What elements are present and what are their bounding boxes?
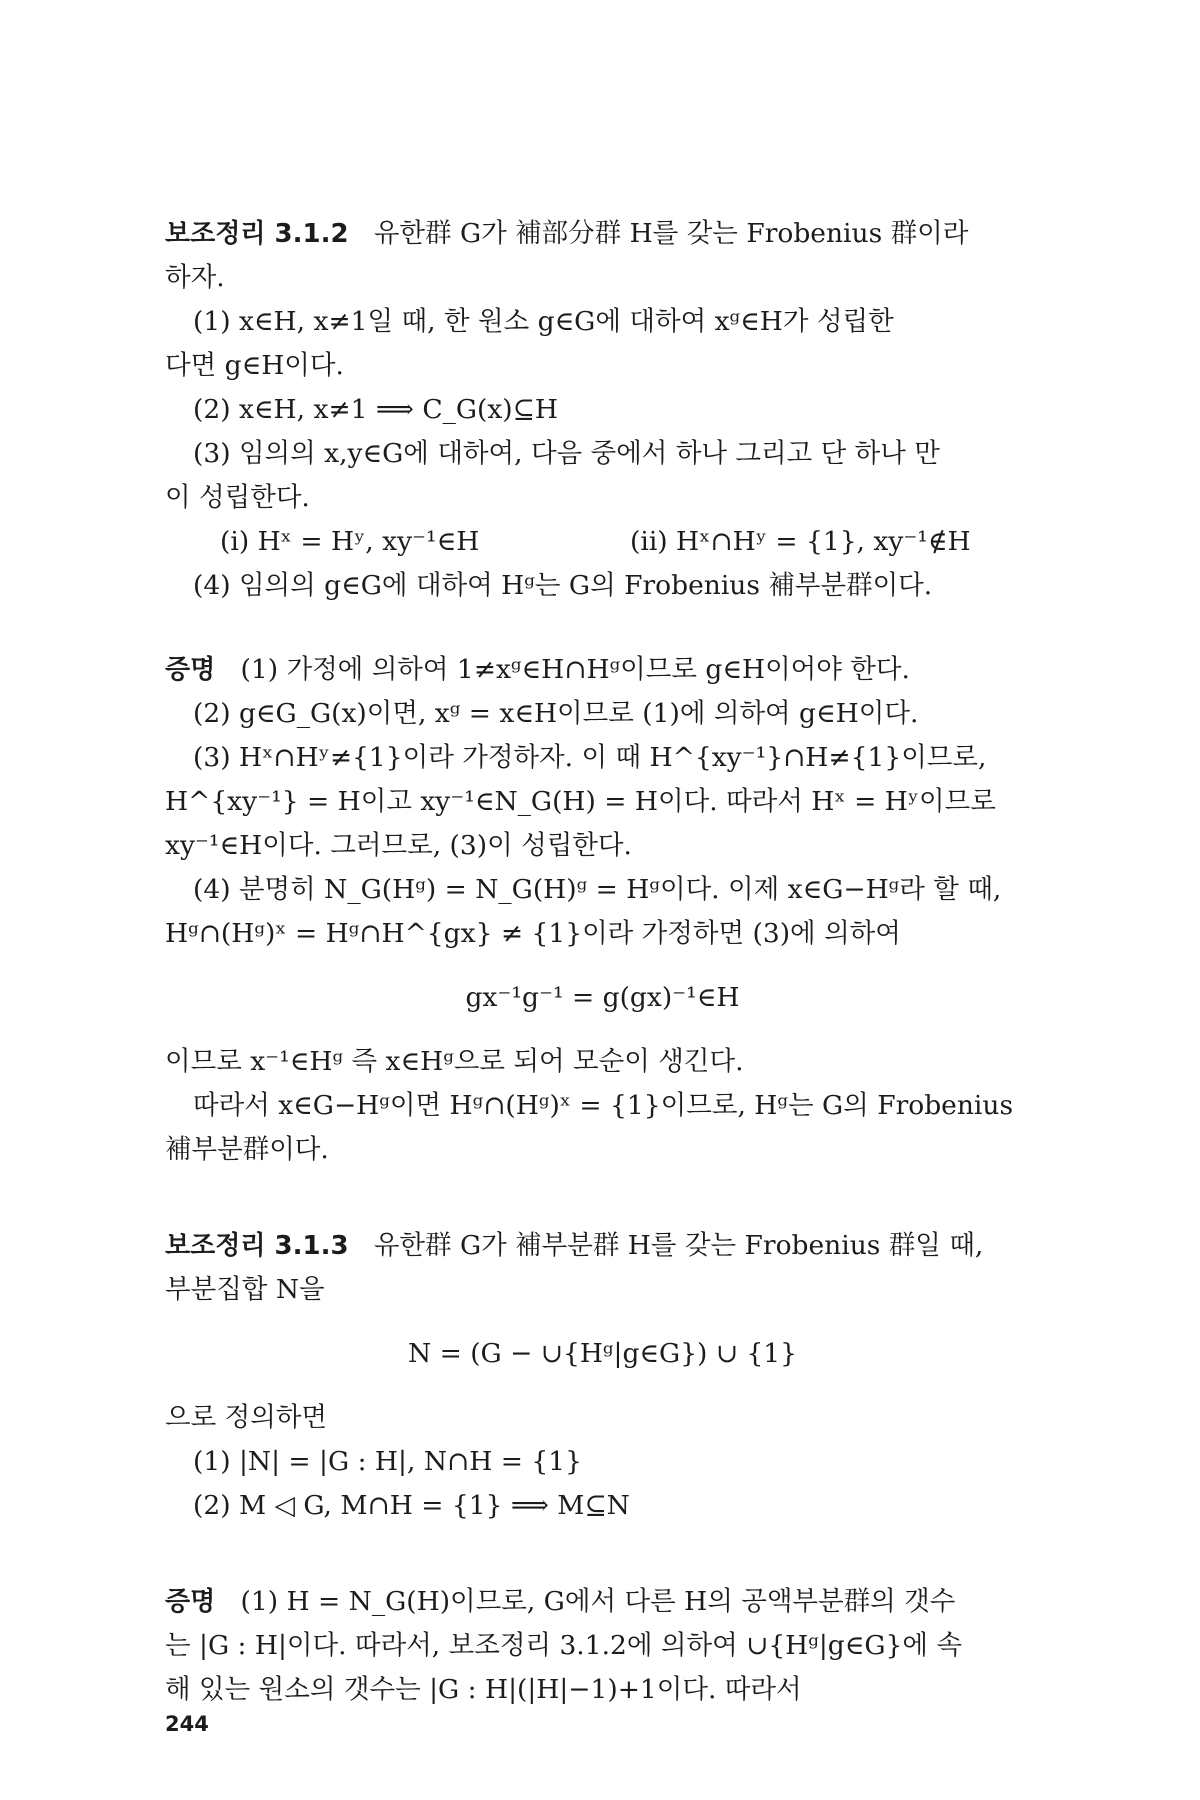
lemma-3-1-2-statement: 유한群 G가 補部分群 H를 갖는 Frobenius 群이라: [373, 218, 969, 249]
proof-3-1-2-line-1: [165, 648, 1040, 692]
page-content: [165, 212, 1040, 1712]
proof-3-1-2-part-3-cont: H^{xy⁻¹} = H이고 xy⁻¹∈N_G(H) = H이다. 따라서 Hˣ = Hʸ이므로: [165, 786, 996, 817]
proof-3-1-2-part-4-conclusion: 이므로 x⁻¹∈Hᵍ 즉 x∈Hᵍ으로 되어 모순이 생긴다.: [165, 1046, 744, 1077]
proof-3-1-3-title: 증명: [165, 1587, 216, 1617]
proof-3-1-2-part-4: (4) 분명히 N_G(Hᵍ) = N_G(H)ᵍ = Hᵍ이다. 이제 x∈G−Hᵍ라 할 때,: [193, 874, 1002, 905]
lemma-3-1-3-statement-cont: 부분집합 N을: [165, 1274, 325, 1305]
lemma-3-1-3-item-1: (1) |N| = |G : H|, N∩H = {1}: [193, 1446, 582, 1477]
lemma-3-1-3-equation: N = (G − ∪{Hᵍ|g∈G}) ∪ {1}: [407, 1338, 798, 1369]
option-i: (i) Hˣ = Hʸ, xy⁻¹∈H: [220, 526, 480, 557]
lemma-3-1-2-item-1: (1) x∈H, x≠1일 때, 한 원소 g∈G에 대하여 xᵍ∈H가 성립한: [193, 306, 894, 337]
lemma-3-1-2-item-3: (3) 임의의 x,y∈G에 대하여, 다음 중에서 하나 그리고 단 하나 만: [193, 438, 940, 469]
lemma-3-1-2-item-2: (2) x∈H, x≠1 ⟹ C_G(x)⊆H: [193, 394, 558, 425]
lemma-3-1-3-statement: 유한群 G가 補부분群 H를 갖는 Frobenius 群일 때,: [373, 1230, 984, 1261]
page-number: 244: [165, 1712, 209, 1736]
lemma-3-1-3-definition: 으로 정의하면: [165, 1402, 328, 1433]
proof-3-1-2-final: 따라서 x∈G−Hᵍ이면 Hᵍ∩(Hᵍ)ˣ = {1}이므로, Hᵍ는 G의 Frobenius: [193, 1090, 1014, 1121]
lemma-3-1-2-options: [165, 520, 1040, 564]
proof-3-1-3-part-1: (1) H = N_G(H)이므로, G에서 다른 H의 공액부분群의 갯수: [240, 1586, 956, 1617]
proof-3-1-2-part-2: (2) g∈G_G(x)이면, xᵍ = x∈H이므로 (1)에 의하여 g∈H이다.: [193, 698, 919, 729]
proof-3-1-3-line-1: [165, 1580, 1040, 1624]
lemma-3-1-2-item-1-cont: 다면 g∈H이다.: [165, 350, 344, 381]
proof-3-1-2-part-3: (3) Hˣ∩Hʸ≠{1}이라 가정하자. 이 때 H^{xy⁻¹}∩H≠{1}이므로,: [193, 742, 987, 773]
lemma-3-1-2-title: 보조정리 3.1.2: [165, 219, 349, 249]
lemma-3-1-3-title: 보조정리 3.1.3: [165, 1231, 349, 1261]
proof-3-1-2-part-4-cont: Hᵍ∩(Hᵍ)ˣ = Hᵍ∩H^{gx} ≠ {1}이라 가정하면 (3)에 의하여: [165, 918, 901, 949]
lemma-3-1-3-item-2: (2) M ◁ G, M∩H = {1} ⟹ M⊆N: [193, 1490, 630, 1521]
lemma-3-1-3-header: [165, 1224, 1040, 1268]
option-ii: (ii) Hˣ∩Hʸ = {1}, xy⁻¹∉H: [630, 526, 971, 557]
proof-3-1-3-line-3: 해 있는 원소의 갯수는 |G : H|(|H|−1)+1이다. 따라서: [165, 1674, 802, 1705]
proof-3-1-2-equation: gx⁻¹g⁻¹ = g(gx)⁻¹∈H: [465, 982, 740, 1013]
lemma-3-1-2-item-3-cont: 이 성립한다.: [165, 482, 310, 513]
proof-3-1-3-line-2: 는 |G : H|이다. 따라서, 보조정리 3.1.2에 의하여 ∪{Hᵍ|g∈G}에 속: [165, 1630, 963, 1661]
lemma-3-1-2-statement-cont: 하자.: [165, 262, 225, 293]
proof-3-1-2-part-1: (1) 가정에 의하여 1≠xᵍ∈H∩Hᵍ이므로 g∈H이어야 한다.: [240, 654, 910, 685]
proof-3-1-2-part-3-end: xy⁻¹∈H이다. 그러므로, (3)이 성립한다.: [165, 830, 632, 861]
proof-3-1-2-title: 증명: [165, 655, 216, 685]
proof-3-1-2-final-cont: 補부분群이다.: [165, 1134, 329, 1165]
lemma-3-1-2-item-4: (4) 임의의 g∈G에 대하여 Hᵍ는 G의 Frobenius 補부분群이다.: [193, 570, 933, 601]
lemma-3-1-2-header: [165, 212, 1040, 256]
